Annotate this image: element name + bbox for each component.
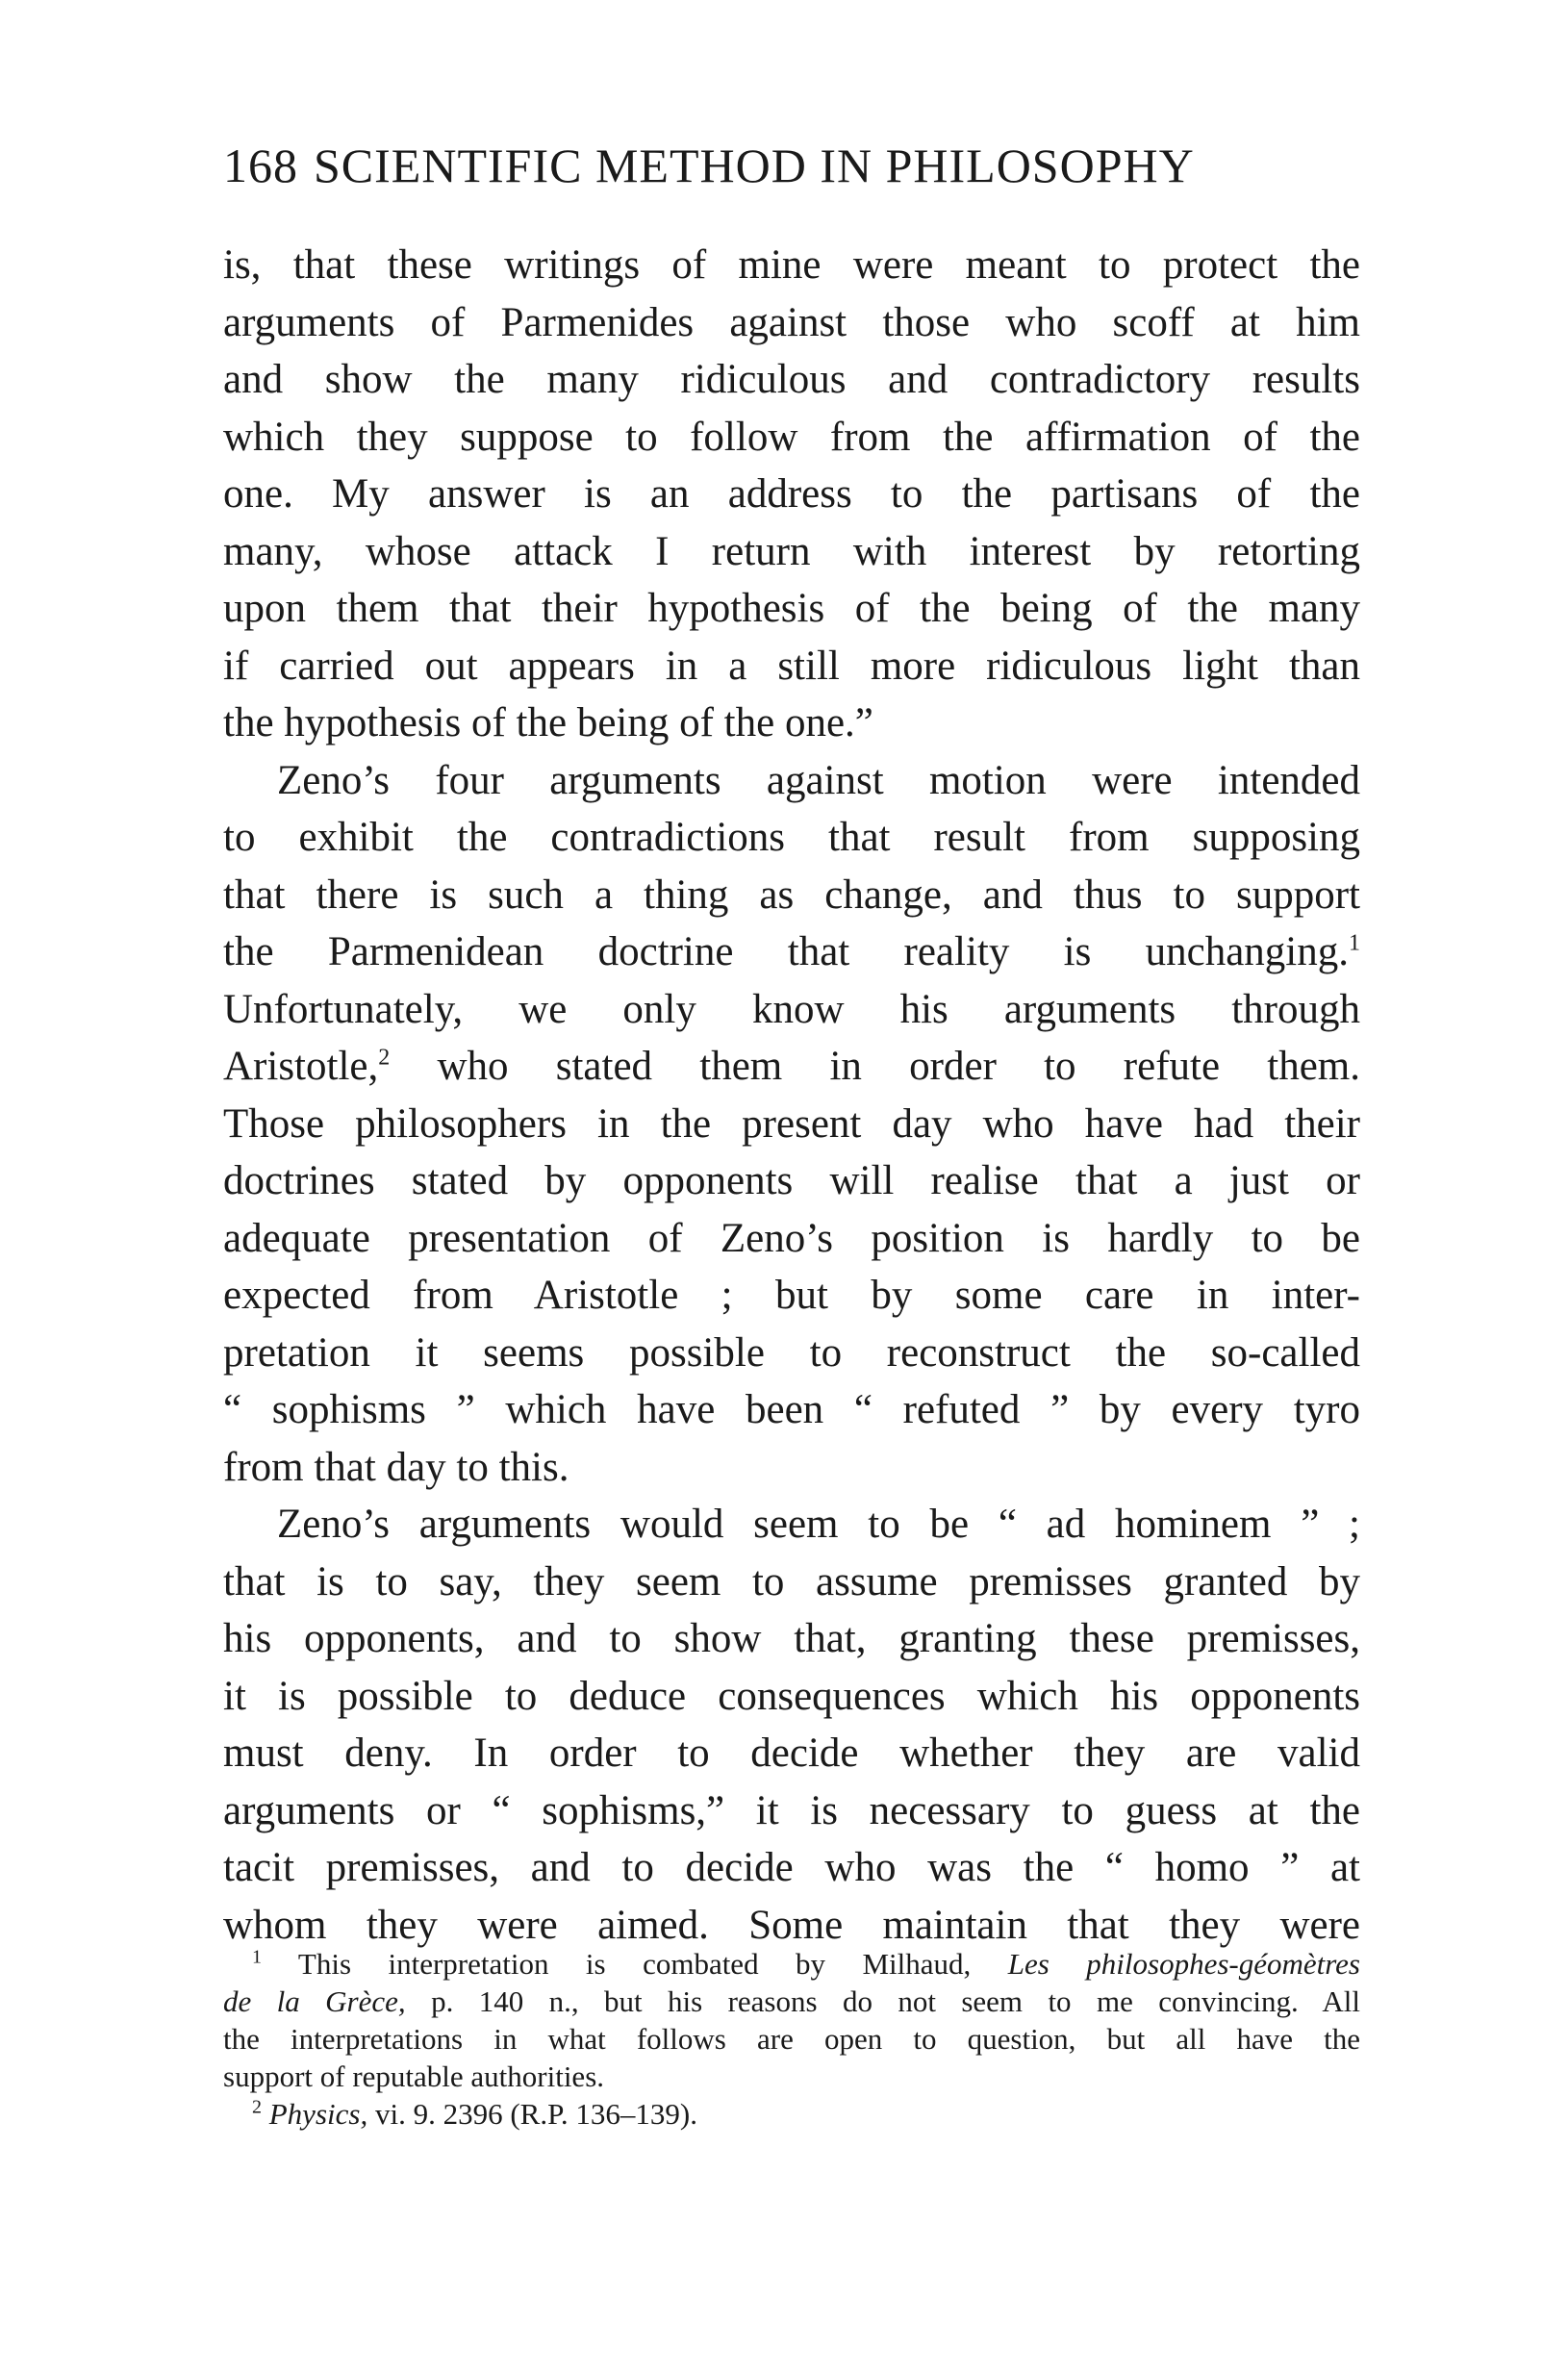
footnote-number: 1 — [252, 1946, 262, 1968]
footnote-text: p. 140 n., but his reasons do not seem to me convincing. All — [431, 1984, 1360, 2018]
text-line: from that day to this. — [223, 1444, 569, 1490]
text-line: must deny. In order to decide whether they are valid — [223, 1731, 1360, 1776]
body-text — [223, 237, 1360, 1954]
footnote-citation: de la Grèce, — [223, 1984, 406, 2018]
running-title: SCIENTIFIC METHOD IN PHILOSOPHY — [314, 139, 1195, 192]
text-line: his opponents, and to show that, granting these premisses, — [223, 1616, 1360, 1661]
text-line: arguments or “ sophisms,” it is necessary to guess at the — [223, 1787, 1360, 1833]
footnote-mark: 2 — [378, 1045, 391, 1071]
text-line: that there is such a thing as change, and thus to support — [223, 872, 1360, 918]
text-line: Those philosophers in the present day who have had their — [223, 1100, 1360, 1147]
text-line: which they suppose to follow from the affirmation of the — [223, 414, 1360, 460]
text-line: Unfortunately, we only know his arguments through — [223, 986, 1360, 1032]
text-fragment: who stated them in order to refute them. — [437, 1044, 1360, 1089]
footnote-text: This interpretation is combated by Milhaud, — [297, 1947, 972, 1981]
text-line: Zeno’s arguments would seem to be “ ad hominem ” ; — [277, 1502, 1360, 1547]
text-line: to exhibit the contradictions that result from supposing — [223, 815, 1360, 860]
text-line: many, whose attack I return with interest by retorting — [223, 528, 1360, 574]
text-line: tacit premisses, and to decide who was the “ homo ” at — [223, 1845, 1360, 1890]
running-header — [223, 137, 1368, 194]
text-line: is, that these writings of mine were meant to protect the — [223, 242, 1360, 288]
footnote-citation: Les philosophes-géomètres — [1007, 1947, 1360, 1981]
text-line: Zeno’s four arguments against motion were intended — [277, 757, 1360, 803]
footnote-1 — [223, 1945, 1360, 1983]
text-fragment: Aristotle, — [223, 1044, 379, 1089]
text-line: adequate presentation of Zeno’s position is hardly to be — [223, 1215, 1360, 1261]
text-fragment: the Parmenidean doctrine that reality is unchanging. — [223, 929, 1349, 974]
footnote-line — [223, 1983, 1360, 2020]
footnote-citation: Physics, — [268, 2097, 368, 2131]
text-line: the hypothesis of the being of the one.” — [223, 700, 873, 745]
text-line: it is possible to deduce consequences which his opponents — [223, 1673, 1360, 1719]
text-line: if carried out appears in a still more ridiculous light than — [223, 643, 1360, 689]
text-line — [223, 1038, 1360, 1096]
text-line: “ sophisms ” which have been “ refuted ” by every tyro — [223, 1387, 1360, 1432]
page-number: 168 — [223, 139, 298, 192]
footnote-line: the interpretations in what follows are open to question, but all have the — [223, 2022, 1360, 2056]
text-line: that is to say, they seem to assume premisses granted by — [223, 1558, 1360, 1604]
text-line: upon them that their hypothesis of the being of the many — [223, 586, 1360, 631]
text-line: expected from Aristotle ; but by some care in inter- — [223, 1273, 1360, 1318]
footnote-text: vi. 9. 2396 (R.P. 136–139). — [374, 2097, 697, 2131]
footnote-2 — [223, 2095, 1360, 2133]
text-line: arguments of Parmenides against those who scoff at him — [223, 299, 1360, 345]
text-line: pretation it seems possible to reconstruct the so-called — [223, 1329, 1360, 1376]
footnote-line: support of reputable authorities. — [223, 2059, 605, 2093]
footnotes — [223, 1945, 1360, 2133]
footnote-number: 2 — [252, 2096, 262, 2118]
text-line — [223, 923, 1360, 981]
footnote-mark: 1 — [1349, 930, 1360, 956]
text-line: one. My answer is an address to the partisans of the — [223, 471, 1360, 517]
text-line: whom they were aimed. Some maintain that they were — [223, 1902, 1360, 1948]
text-line: doctrines stated by opponents will realise that a just or — [223, 1158, 1360, 1203]
text-line: and show the many ridiculous and contradictory results — [223, 357, 1360, 402]
